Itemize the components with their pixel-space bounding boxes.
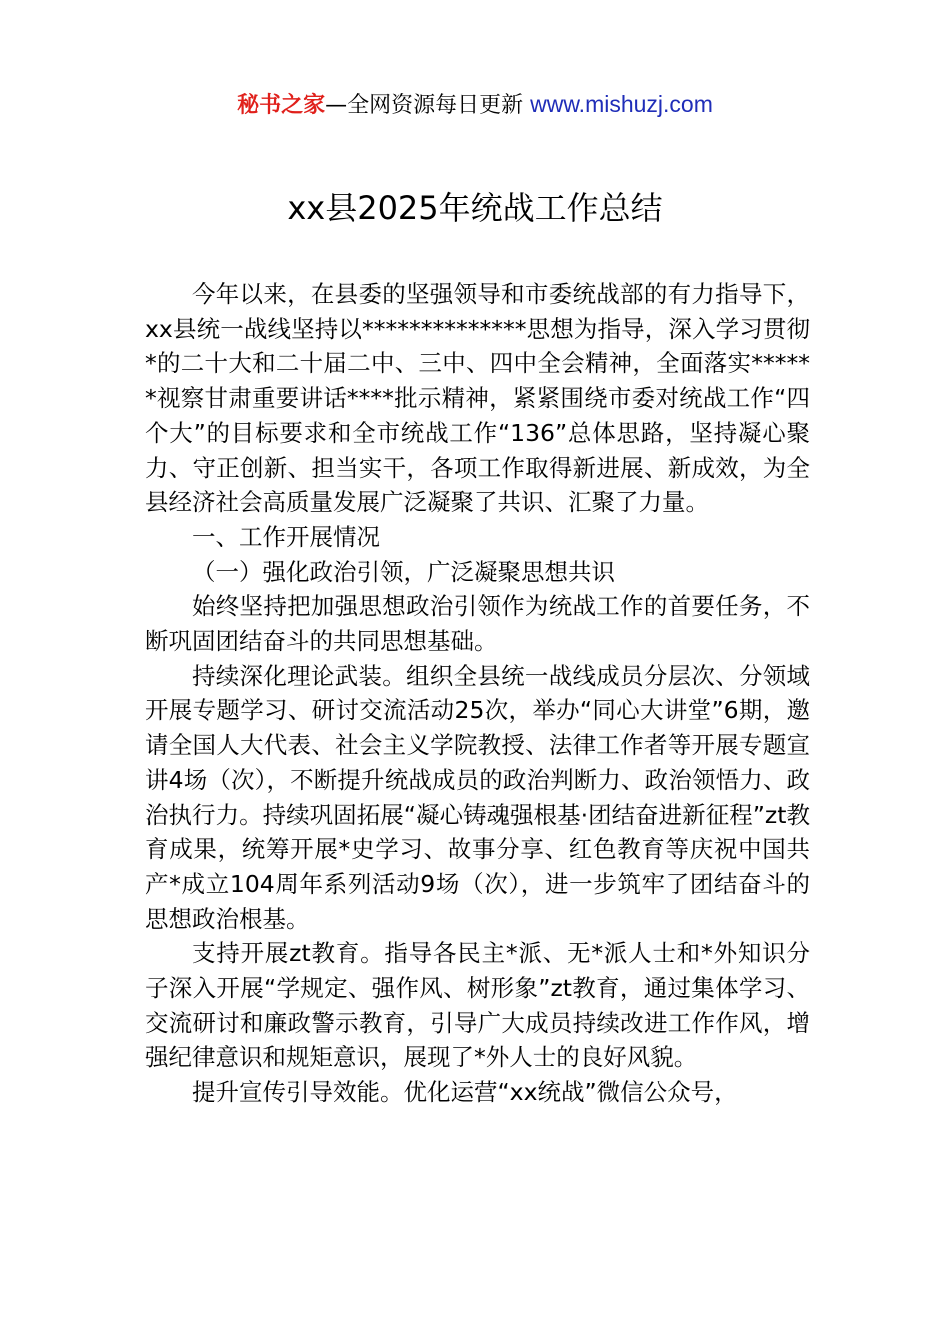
site-url-link[interactable]: www.mishuzj.com: [530, 91, 713, 117]
section-heading: 一、工作开展情况: [192, 522, 380, 551]
paragraph: 始终坚持把加强思想政治引领作为统战工作的首要任务，不断巩固团结奋斗的共同思想基础。: [145, 592, 810, 656]
subsection-heading: （一）强化政治引领，广泛凝聚思想共识: [192, 557, 615, 586]
document-title: xx县2025年统战工作总结: [287, 189, 663, 227]
site-brand: 秘书之家: [237, 93, 326, 118]
paragraph: 持续深化理论武装。组织全县统一战线成员分层次、分领域开展专题学习、研讨交流活动25次，举办“同心大讲堂”6期，邀请全国人大代表、社会主义学院教授、法律工作者等开展专题宣讲4场（次），不断提升统战成员的政治判断力、政治领悟力、政治执行力。持续巩固拓展“凝心铸魂强根基·团结奋进新征程”zt教育成果，统筹开展*史学习、故事分享、红色教育等庆祝中国共产*成立104周年系列活动9场（次），进一步筑牢了团结奋斗的思想政治根基。: [145, 661, 810, 933]
paragraph: 支持开展zt教育。指导各民主*派、无*派人士和*外知识分子深入开展“学规定、强作风、树形象”zt教育，通过集体学习、交流研讨和廉政警示教育，引导广大成员持续改进工作作风，增强纪律意识和规矩意识，展现了*外人士的良好风貌。: [145, 939, 810, 1072]
site-tagline: —全网资源每日更新: [325, 93, 531, 118]
paragraph: 提升宣传引导效能。优化运营“xx统战”微信公众号，: [192, 1078, 738, 1107]
site-header: [0, 88, 950, 122]
paragraph-intro: 今年以来，在县委的坚强领导和市委统战部的有力指导下，xx县统一战线坚持以**************思想为指导，深入学习贯彻*的二十大和二十届二中、三中、四中全会精神，全面落实******视察甘肃重要讲话****批示精神，紧紧围绕市委对统战工作“四个大”的目标要求和全市统战工作“136”总体思路，坚持凝心聚力、守正创新、担当实干，各项工作取得新进展、新成效，为全县经济社会高质量发展广泛凝聚了共识、汇聚了力量。: [145, 280, 810, 517]
document-body: [145, 277, 810, 1110]
